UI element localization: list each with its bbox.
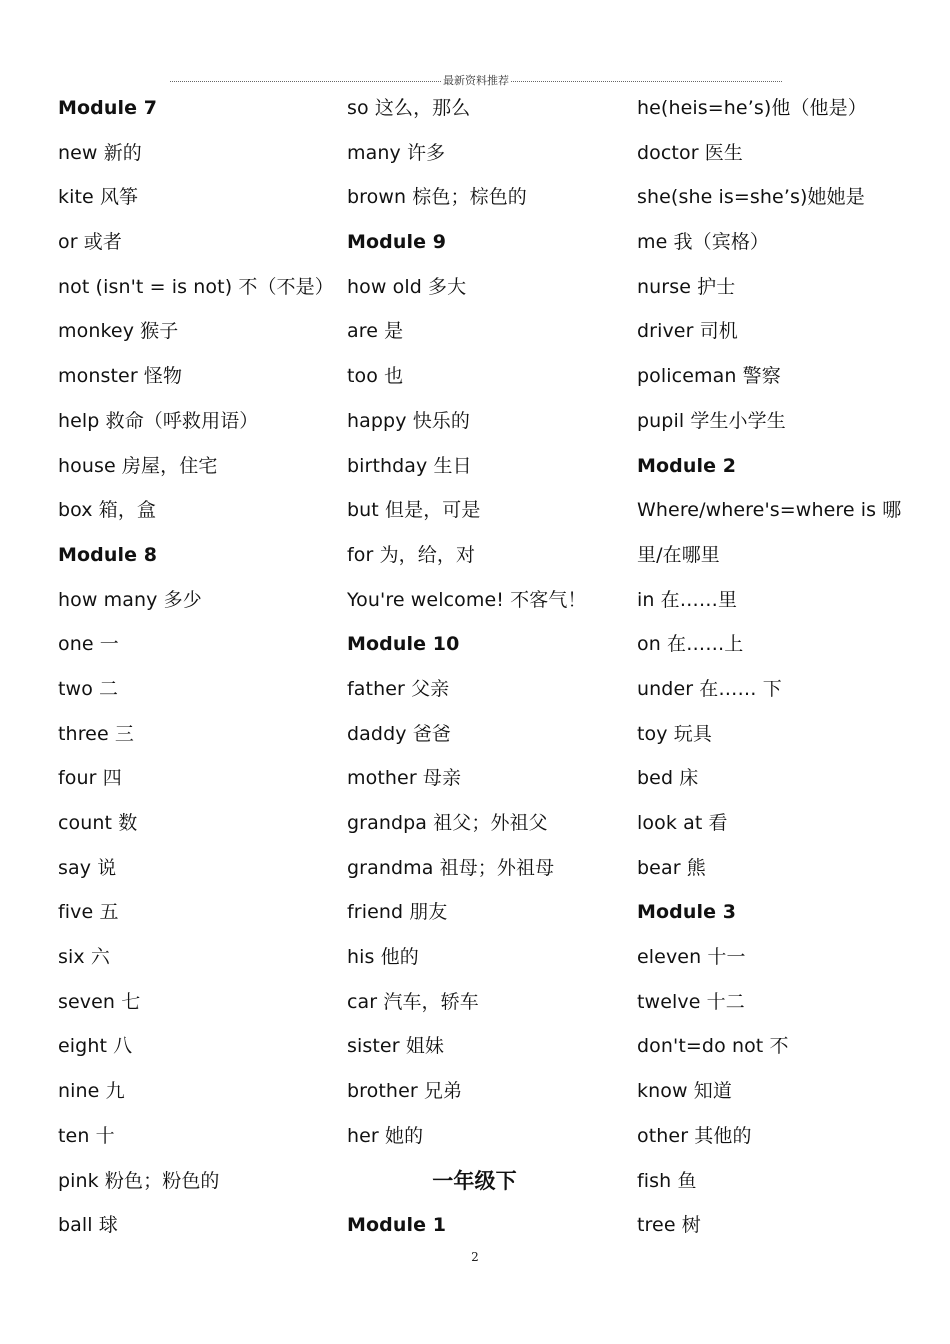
vocab-entry: his 他的 <box>347 946 419 969</box>
vocab-entry: bear 熊 <box>637 856 706 879</box>
vocab-entry: nurse 护士 <box>637 275 736 298</box>
vocab-entry: birthday 生日 <box>347 454 472 477</box>
vocab-entry: know 知道 <box>637 1080 732 1103</box>
vocab-entry: fish 鱼 <box>637 1169 697 1192</box>
vocab-entry: count 数 <box>58 812 138 834</box>
vocab-entry: under 在…… 下 <box>637 677 782 700</box>
vocab-entry: father 父亲 <box>347 677 450 700</box>
vocab-entry: nine 九 <box>58 1080 125 1103</box>
vocab-entry: are 是 <box>347 320 404 343</box>
vocab-entry: sister 姐妹 <box>347 1035 444 1058</box>
vocab-entry: box 箱，盒 <box>58 499 157 522</box>
vocab-entry: other 其他的 <box>637 1124 752 1147</box>
header-dots-right <box>511 81 782 82</box>
module-heading: Module 8 <box>58 543 158 566</box>
vocab-entry: ball 球 <box>58 1214 118 1237</box>
vocab-entry: tree 树 <box>637 1214 701 1237</box>
module-heading: Module 10 <box>347 633 460 656</box>
vocab-entry: me 我（宾格） <box>637 231 770 254</box>
vocab-entry: seven 七 <box>58 990 141 1013</box>
vocab-entry: friend 朋友 <box>347 901 448 924</box>
vocab-entry: monster 怪物 <box>58 365 183 388</box>
vocab-entry: Where/where's=where is 哪 <box>637 499 902 522</box>
vocab-entry: doctor 医生 <box>637 141 743 164</box>
vocab-entry: happy 快乐的 <box>347 409 470 432</box>
vocab-entry: ten 十 <box>58 1124 115 1147</box>
vocab-entry: pink 粉色；粉色的 <box>58 1169 220 1192</box>
vocab-entry: monkey 猴子 <box>58 320 179 343</box>
vocab-entry: look at 看 <box>637 812 728 834</box>
vocab-entry: four 四 <box>58 767 122 790</box>
module-heading: Module 1 <box>347 1214 447 1237</box>
vocab-entry: don't=do not 不 <box>637 1035 789 1058</box>
vocab-entry: her 她的 <box>347 1124 424 1147</box>
vocab-entry: policeman 警察 <box>637 365 781 388</box>
header-dots-left <box>170 81 441 82</box>
vocab-entry: twelve 十二 <box>637 990 745 1013</box>
vocab-entry: but 但是，可是 <box>347 499 481 522</box>
vocab-entry: how old 多大 <box>347 275 467 298</box>
vocab-entry: help 救命（呼救用语） <box>58 409 259 432</box>
vocab-entry: brown 棕色；棕色的 <box>347 186 527 209</box>
header-text: 最新资料推荐 <box>443 74 509 87</box>
module-heading: Module 9 <box>347 231 447 254</box>
vocab-entry: five 五 <box>58 901 119 924</box>
vocab-entry: kite 风筝 <box>58 186 139 209</box>
module-heading: Module 2 <box>637 454 737 477</box>
vocab-entry: You're welcome! 不客气！ <box>347 588 587 611</box>
vocab-entry: 里/在哪里 <box>637 543 720 566</box>
vocab-entry: brother 兄弟 <box>347 1080 463 1103</box>
section-heading: 一年级下 <box>432 1168 517 1193</box>
vocab-entry: two 二 <box>58 677 119 700</box>
vocab-entry: house 房屋，住宅 <box>58 454 218 477</box>
vocab-entry: toy 玩具 <box>637 722 712 745</box>
vocab-entry: one 一 <box>58 633 119 656</box>
vocab-entry: he(heis=he’s)他（他是） <box>637 97 867 119</box>
vocab-entry: bed 床 <box>637 767 699 790</box>
vocab-entry: eleven 十一 <box>637 946 746 969</box>
module-heading: Module 7 <box>58 97 158 119</box>
vocab-entry: car 汽车，轿车 <box>347 990 479 1013</box>
vocab-column-3 <box>637 86 907 1248</box>
vocab-entry: or 或者 <box>58 231 122 254</box>
vocab-entry: in 在……里 <box>637 588 738 611</box>
module-heading: Module 3 <box>637 901 737 924</box>
vocab-entry: so 这么，那么 <box>347 97 471 119</box>
vocab-entry: say 说 <box>58 856 117 879</box>
vocab-entry: six 六 <box>58 946 110 969</box>
vocab-column-1 <box>58 86 338 1248</box>
vocab-entry: daddy 爸爸 <box>347 722 451 745</box>
vocab-entry: how many 多少 <box>58 588 202 611</box>
vocab-entry: grandma 祖母；外祖母 <box>347 856 555 879</box>
vocab-entry: for 为，给，对 <box>347 543 476 566</box>
vocab-entry: she(she is=she’s)她她是 <box>637 186 865 209</box>
vocab-entry: mother 母亲 <box>347 767 462 790</box>
vocab-entry: new 新的 <box>58 141 142 164</box>
vocab-entry: driver 司机 <box>637 320 738 343</box>
page-number: 2 <box>471 1250 479 1264</box>
vocab-entry: grandpa 祖父；外祖父 <box>347 812 548 834</box>
vocab-entry: not (isn't = is not) 不（不是） <box>58 275 334 298</box>
vocab-column-2 <box>347 86 602 1248</box>
vocab-entry: eight 八 <box>58 1035 133 1058</box>
vocab-entry: too 也 <box>347 365 404 388</box>
vocab-entry: three 三 <box>58 722 135 745</box>
vocab-entry: on 在……上 <box>637 633 744 656</box>
vocab-entry: many 许多 <box>347 141 446 164</box>
vocab-entry: pupil 学生小学生 <box>637 409 786 432</box>
